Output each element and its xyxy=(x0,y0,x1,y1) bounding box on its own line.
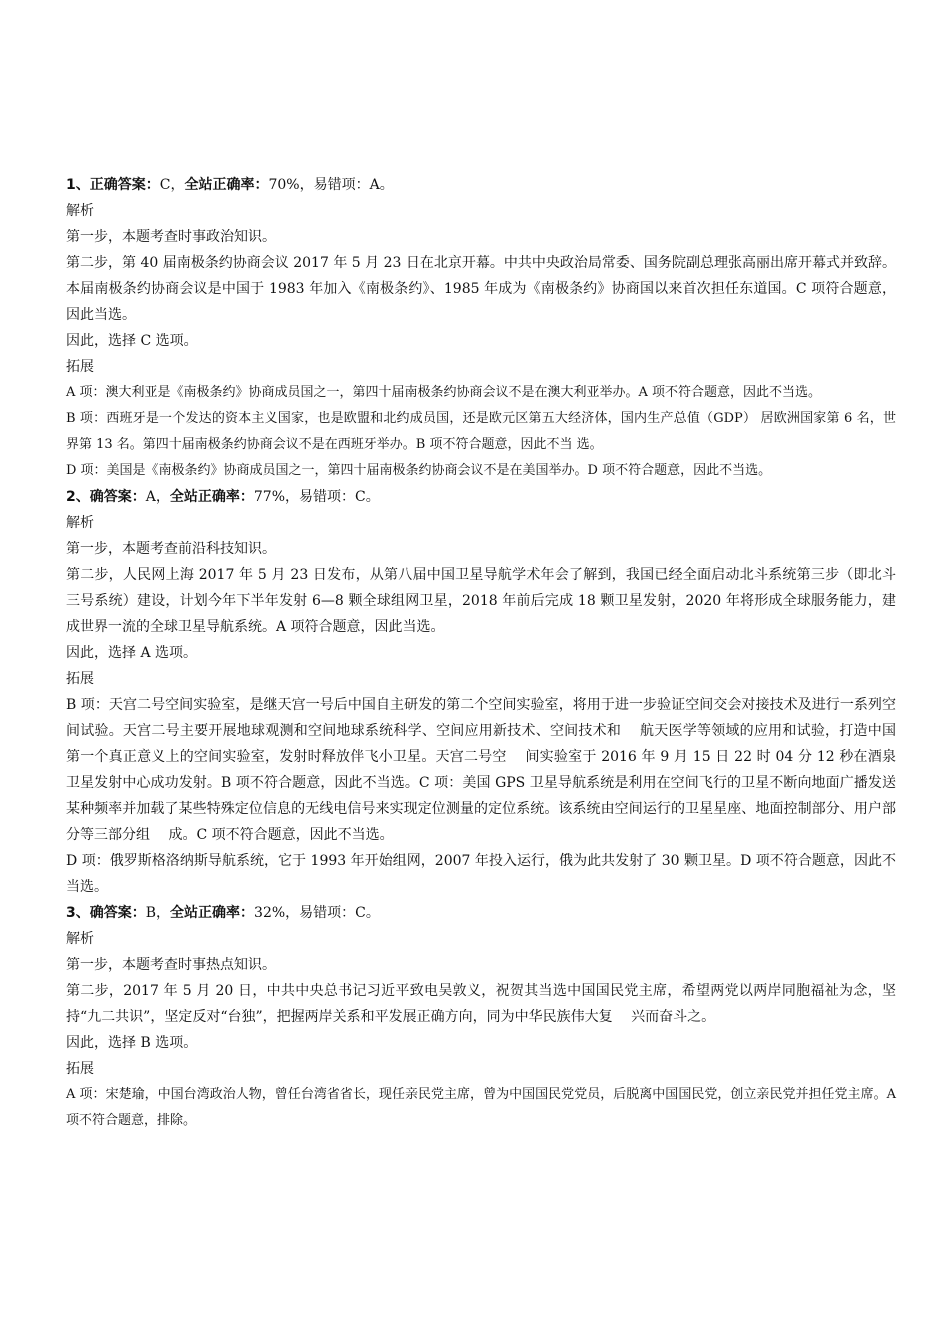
answer-value: C， xyxy=(159,177,185,193)
extension-item: B 项：西班牙是一个发达的资本主义国家，也是欧盟和北约成员国，还是欧元区第五大经济体，国内生产总值（GDP） 居欧洲国家第 6 名，世界第 13 名。第四十届南极条约协商会议不是在西班牙举办。B 项不符合题意，因此不当 选。 xyxy=(66,411,896,452)
extension-title: 拓展 xyxy=(66,359,94,375)
rate-value: 70%，易错项：A。 xyxy=(268,177,394,193)
conclusion: 因此，选择 B 选项。 xyxy=(66,1035,198,1051)
extension-item: A 项：澳大利亚是《南极条约》协商成员国之一，第四十届南极条约协商会议不是在澳大利亚举办。A 项不符合题意，因此不当选。 xyxy=(66,385,822,400)
extension-item: D 项：俄罗斯格洛纳斯导航系统，它于 1993 年开始组网，2007 年投入运行，俄为此共发射了 30 颗卫星。D 项不符合题意，因此不当选。 xyxy=(66,853,896,895)
step-one: 第一步，本题考查时事政治知识。 xyxy=(66,229,276,245)
rate-label: 全站正确率： xyxy=(169,489,254,505)
answer-value: A， xyxy=(145,489,170,505)
rate-value: 32%，易错项：C。 xyxy=(254,905,380,921)
step-two: 第二步，2017 年 5 月 20 日，中共中央总书记习近平致电吴敦义，祝贺其当选中国国民党主席，希望两党以两岸同胞福祉为念，坚持“九二共识”，坚定反对“台独”，把握两岸关系和平发展正确方向，同为中华民族伟大复 兴而奋斗之。 xyxy=(66,983,896,1025)
extension-title: 拓展 xyxy=(66,1061,94,1077)
step-one: 第一步，本题考查前沿科技知识。 xyxy=(66,541,276,557)
rate-label: 全站正确率： xyxy=(184,177,269,193)
question-3 xyxy=(66,900,896,1134)
extension-item: A 项：宋楚瑜，中国台湾政治人物，曾任台湾省省长，现任亲民党主席，曾为中国国民党党员，后脱离中国国民党，创立亲民党并担任党主席。A 项不符合题意，排除。 xyxy=(66,1087,896,1128)
answer-document xyxy=(66,172,896,1134)
answer-value: B， xyxy=(145,905,171,921)
rate-value: 77%，易错项：C。 xyxy=(253,489,380,505)
answer-label: 3、确答案： xyxy=(66,905,146,921)
answer-heading xyxy=(66,484,896,510)
question-2 xyxy=(66,484,896,900)
analysis-title: 解析 xyxy=(66,931,94,947)
extension-item: B 项：天宫二号空间实验室，是继天宫一号后中国自主研发的第二个空间实验室，将用于进一步验证空间交会对接技术及进行一系列空间试验。天宫二号主要开展地球观测和空间地球系统科学、空间应用新技术、空间技术和 航天医学等领域的应用和试验，打造中国第一个真正意义上的空间实验室，发射时释放伴飞小卫星。天宫二号空 间实验室于 2016 年 9 月 15 日 22 时 04 分 12 秒在酒泉卫星发射中心成功发射。B 项不符合题意，因此不当选。C 项：美国 GPS 卫星导航系统是利用在空间飞行的卫星不断向地面广播发送某种频率并加载了某些特殊定位信息的无线电信号来实现定位测量的定位系统。该系统由空间运行的卫星星座、地面控制部分、用户部分等三部分组 成。C 项不符合题意，因此不当选。 xyxy=(66,697,896,843)
question-1 xyxy=(66,172,896,484)
step-two: 第二步，人民网上海 2017 年 5 月 23 日发布，从第八届中国卫星导航学术年会了解到，我国已经全面启动北斗系统第三步（即北斗三号系统）建设，计划今年下半年发射 6—8 颗全球组网卫星，2018 年前后完成 18 颗卫星发射，2020 年将形成全球服务能力，建成世界一流的全球卫星导航系统。A 项符合题意，因此当选。 xyxy=(66,567,896,635)
answer-heading xyxy=(66,172,896,198)
conclusion: 因此，选择 C 选项。 xyxy=(66,333,198,349)
conclusion: 因此，选择 A 选项。 xyxy=(66,645,198,661)
answer-heading xyxy=(66,900,896,926)
step-two: 第二步，第 40 届南极条约协商会议 2017 年 5 月 23 日在北京开幕。中共中央政治局常委、国务院副总理张高丽出席开幕式并致辞。本届南极条约协商会议是中国于 1983 年加入《南极条约》、1985 年成为《南极条约》协商国以来首次担任东道国。C 项符合题意，因此当选。 xyxy=(66,255,896,323)
answer-label: 1、正确答案： xyxy=(66,177,160,193)
extension-title: 拓展 xyxy=(66,671,94,687)
step-one: 第一步，本题考查时事热点知识。 xyxy=(66,957,276,973)
analysis-title: 解析 xyxy=(66,515,94,531)
analysis-title: 解析 xyxy=(66,203,94,219)
rate-label: 全站正确率： xyxy=(170,905,255,921)
extension-item: D 项：美国是《南极条约》协商成员国之一，第四十届南极条约协商会议不是在美国举办。D 项不符合题意，因此不当选。 xyxy=(66,463,772,478)
answer-label: 2、确答案： xyxy=(66,489,146,505)
